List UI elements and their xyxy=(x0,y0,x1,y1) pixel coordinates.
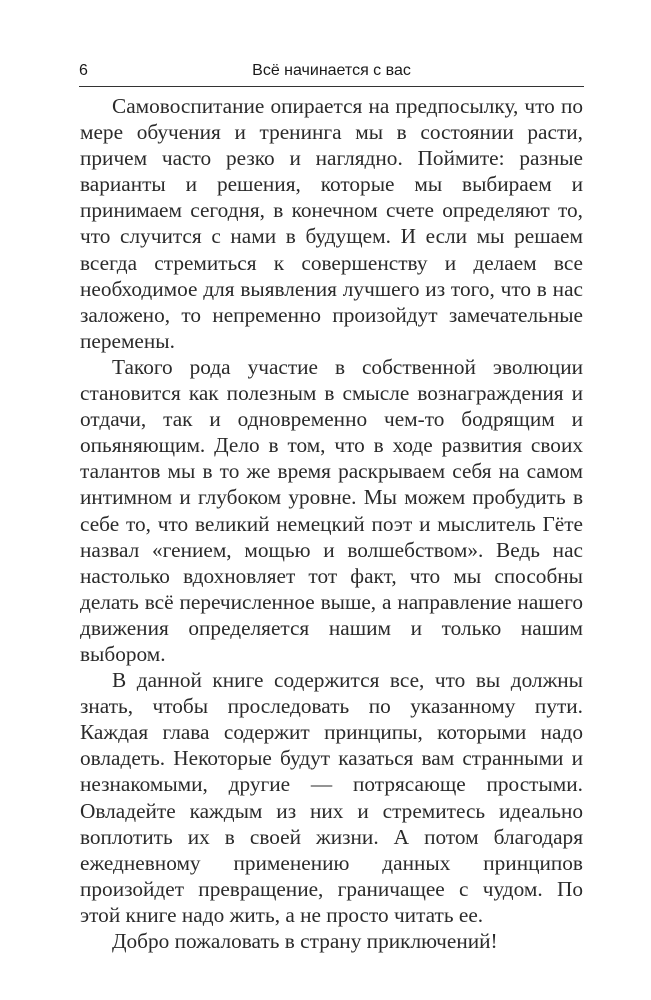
paragraph-4: Добро пожаловать в страну приключений! xyxy=(112,929,498,953)
paragraph-1: Самовоспитание опирается на предпосылку, что по мере обучения и тренинга мы в состоянии расти, причем часто резко и наглядно. Поймите: разные варианты и решения, которые мы выбираем и принимаем сегодня, в конечном счете определяют то, что случится с нами в будущем. И если мы решаем всегда стремиться к совершенству и делаем все необходимое для выявления лучшего из того, что в нас заложено, то непременно произойдут замечательные перемены. xyxy=(80,94,583,353)
running-title: Всё начинается с вас xyxy=(252,62,411,79)
running-head xyxy=(79,62,584,86)
paragraph-2: Такого рода участие в собственной эволюции становится как полезным в смысле вознаграждения и отдачи, так и одновременно чем-то бодрящим и опьяняющим. Дело в том, что в ходе развития своих талантов мы в то же время раскрываем себя на самом интимном и глубоком уровне. Мы можем пробудить в себе то, что великий немецкий поэт и мыслитель Гёте назвал «гением, мощью и волшебством». Ведь нас настолько вдохновляет тот факт, что мы способны делать всё перечисленное выше, а направление нашего движения определяется нашим и только нашим выбором. xyxy=(80,354,583,666)
body-text xyxy=(80,93,583,954)
header-rule xyxy=(79,86,584,87)
page-number: 6 xyxy=(79,62,88,79)
paragraph-3: В данной книге содержится все, что вы должны знать, чтобы проследовать по указанному пути. Каждая глава содержит принципы, которыми надо овладеть. Некоторые будут казаться вам странными и незнакомыми, другие — потрясающе простыми. Овладейте каждым из них и стремитесь идеально воплотить их в своей жизни. А потом благодаря ежедневному применению данных принципов произойдет превращение, граничащее с чудом. По этой книге надо жить, а не просто читать ее. xyxy=(80,668,583,927)
